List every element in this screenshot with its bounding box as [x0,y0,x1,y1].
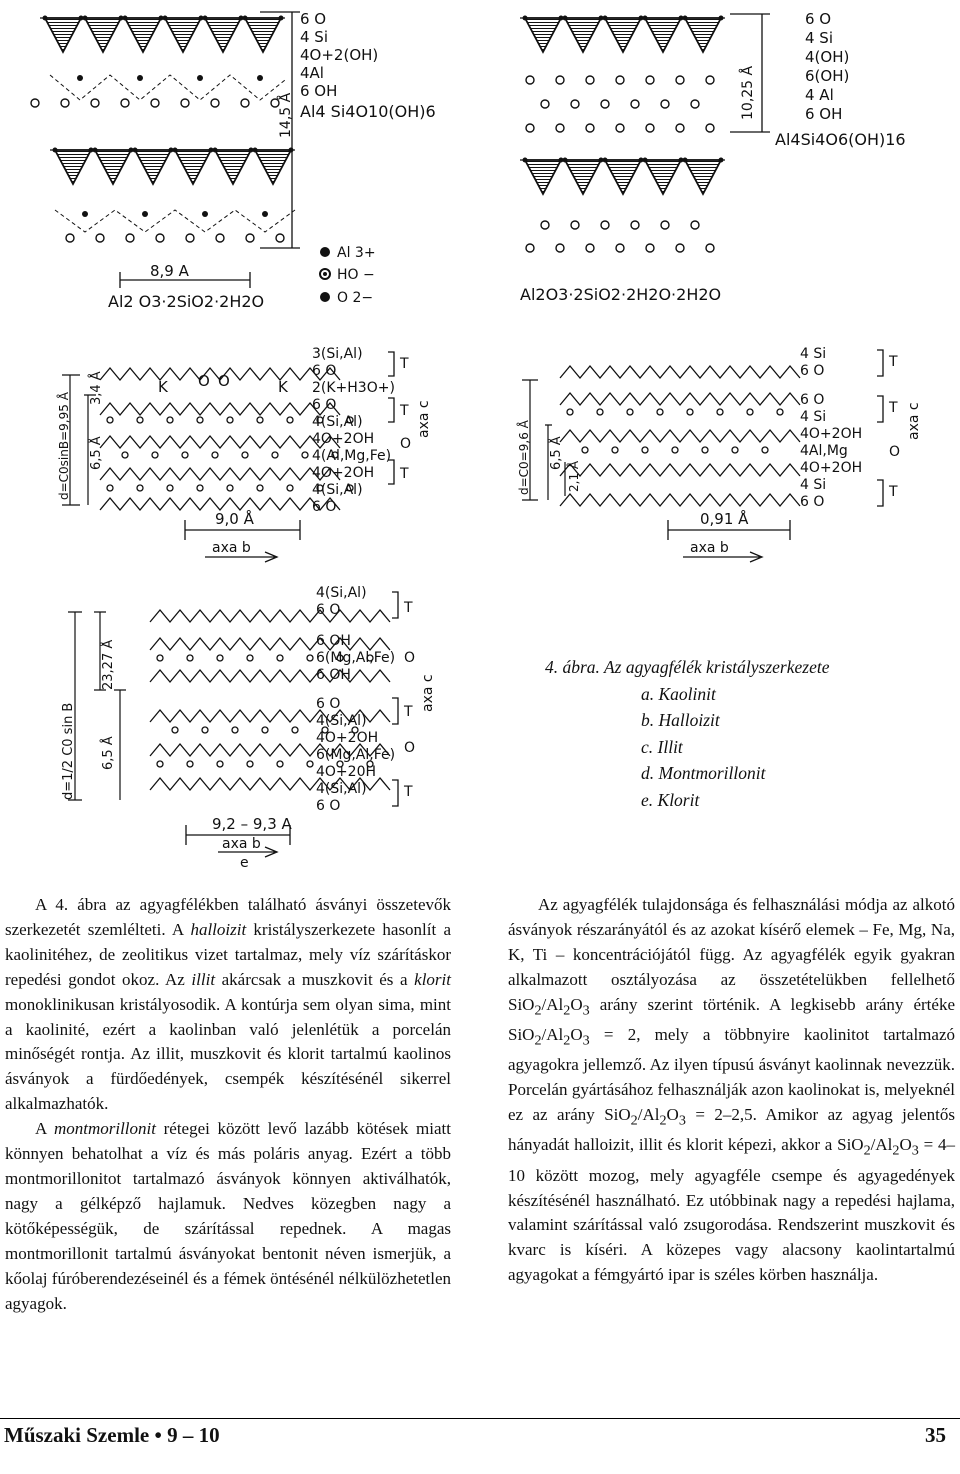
subscript: 2 [563,1002,571,1019]
montmorillonite-dim-23: 23,27 Å [101,639,116,690]
kaolinite-layer-5: 6 OH [300,82,338,100]
kaolinite-height: 14,5 Å [278,92,294,138]
text-run: O [666,1105,679,1125]
caption-item-c: c. Illit [641,736,683,757]
illite-width: 9,0 Å [215,510,254,528]
illite-layer-3: 2(K+H3O+) [312,380,395,396]
subscript: 3 [911,1142,919,1159]
montmorillonite-layer-2: 6 O [316,602,341,618]
illite-diagram [56,346,432,562]
term-halloizit: halloizit [190,919,247,939]
term-illit: illit [191,969,216,989]
illite-dim-65: 6,5 Å [89,436,104,470]
text-run: A 4. ábra az agyagfélékben található ásványi összetevők szerkezetét szemlélteti. A [5,895,451,939]
term-montmorillonit: montmorillonit [53,1119,156,1139]
montmorillonite-width: 9,2 – 9,3 A [212,815,292,833]
illite-layer-8: 4O+2OH [312,465,375,481]
page-number: 35 [925,1423,946,1447]
right-paragraph [508,893,955,1288]
montmorillonite-dim-d: d=1/2 C0 sin B [61,702,76,800]
kaolinite-layer-2: 4 Si [300,28,329,46]
subscript: 3 [678,1112,686,1129]
illite-layer-7: 4(Al,Mg,Fe) [312,448,392,464]
subscript: 2 [659,1112,667,1129]
chlorite-dim-65: 6,5 Å [549,436,564,470]
text-run: O [899,1135,912,1155]
legend-al: Al 3+ [337,245,376,261]
journal-name: Műszaki Szemle • 9 – 10 [4,1423,220,1447]
caption-list [545,681,945,814]
figure-caption [545,654,945,813]
caption-title: 4. ábra. Az agyagfélék kristályszerkezete [545,657,830,677]
kaolinite-width: 8,9 A [150,262,189,280]
kaolinite-layer-4: 4Al [300,64,324,82]
caption-item-e: e. Klorit [641,789,700,810]
illite-ion-2: O [198,372,210,390]
text-run: /Al [870,1135,893,1155]
text-run: /Al [541,994,564,1014]
illite-ion-1: K [158,378,168,396]
montmorillonite-layer-10: 4O+20H [316,764,376,780]
montmorillonite-layer-1: 4(Si,Al) [316,585,367,601]
subscript: 2 [863,1142,871,1159]
subscript: 2 [563,1032,571,1049]
montmorillonite-axis-c: axa c [420,674,436,712]
kaolinite-formula: Al2 O3·2SiO2·2H2O [108,292,265,311]
illite-layer-2: 6 O [312,363,337,379]
montmorillonite-axis-b: axa b [222,836,261,852]
left-paragraph-1 [5,893,451,1117]
montmorillonite-layer-3: 6 OH [316,633,351,649]
page-footer [0,1418,960,1447]
subscript: 2 [534,1032,542,1049]
text-run: monoklinikusan kristályosodik. A kontúrja sem olyan sima, mint a kaolinité, ezért a kaolinban való jelenlétük a porcelán minőségét rontja. Az illit, muszkovit és klorit tartalmú kaolinos ásványok a fürdőedények, csempék készítésénél sikerrel alkalmazhatók. [5,994,451,1114]
illite-layer-10: 6 O [312,499,337,515]
left-paragraph-2 [5,1117,451,1316]
illite-marker-3: O [400,436,412,452]
subscript: 2 [892,1142,900,1159]
kaolinite-tetra-row-1 [31,16,285,108]
subscript: 3 [582,1002,590,1019]
montmorillonite-diagram [61,585,436,870]
illite-marker-2: T [400,403,409,419]
illite-layer-6: 4O+2OH [312,431,375,447]
kaolinite-layer-1: 6 O [300,10,327,28]
illite-axis-c: axa c [416,400,432,438]
chlorite-layer-1: 4 Si [800,346,827,362]
montmorillonite-dim-65: 6,5 Å [101,736,116,770]
montmorillonite-layer-5: 6 OH [316,667,351,683]
montmorillonite-layer-12: 6 O [316,798,341,814]
caption-item-b: b. Halloizit [641,710,720,730]
illite-ion-3: O [218,372,230,390]
chlorite-marker-3: O [889,444,901,460]
ion-legend [320,245,376,306]
chlorite-layer-5: 4O+2OH [800,426,863,442]
montmorillonite-layer-7: 4(Si,Al) [316,713,367,729]
halloysite-formula-unit: Al4Si4O6(OH)16 [775,130,906,149]
chlorite-axis-c: axa c [906,402,922,440]
kaolinite-tetra-row-2 [50,148,295,243]
montmorillonite-marker-3: T [404,704,413,720]
montmorillonite-marker-4: O [404,740,416,756]
text-run: rétegei között levő lazább kötések miatt könnyen behatolhat a víz és más poláris anyag. Ezért a több montmorillonitot tartalmazó ásványok könnyen aktiválhatók, nagy a gélképző hajlamuk. Nedves közegben nagy a kötőképességük, de szárítással repednek. A magas montmorillonit tartalmú ásványokat bentonit néven ismerjük, a kőolaj fúróberendezéseinél és a fémek öntésénél nélkülözhetetlen agyagok. [5,1119,451,1313]
chlorite-dim-21: 2,1 Å [567,460,581,492]
halloysite-diagram [520,10,906,304]
legend-o: O 2− [337,290,374,306]
caption-item-d: d. Montmorillonit [641,763,766,783]
chlorite-layer-9: 6 O [800,494,825,510]
kaolinite-diagram [31,10,436,311]
text-run: Az agyagfélék tulajdonsága és felhasználási módja az alkotó ásványok részarányától és az azokat kísérő elemek – Fe, Mg, Na, K, Ti – koncentrációjától függ. Az agyagfélék egyik gyakran alkalmazott osztályozása az összetételükben fellelhető SiO [508,895,955,1014]
illite-layer-4: 6 O [312,397,337,413]
chlorite-layer-8: 4 Si [800,477,827,493]
illite-dim-34: 3,4 Å [89,371,104,405]
illite-layer-1: 3(Si,Al) [312,346,363,362]
montmorillonite-marker-5: T [404,784,413,800]
chlorite-layer-4: 4 Si [800,409,827,425]
illite-marker-1: T [400,356,409,372]
chlorite-layer-3: 6 O [800,392,825,408]
chlorite-marker-4: T [889,484,898,500]
halloysite-layer-6: 6 OH [805,105,843,123]
illite-dim-d: d=C0sinB=9,95 Å [57,392,71,500]
illite-layer-9: 4(Si,Al) [312,482,363,498]
subscript: 2 [630,1112,638,1129]
halloysite-formula: Al2O3·2SiO2·2H2O·2H2O [520,285,722,304]
halloysite-height: 10,25 Å [740,65,756,120]
caption-item-a: a. Kaolinit [641,683,716,704]
montmorillonite-layer-8: 4O+2OH [316,730,379,746]
halloysite-layer-5: 4 Al [805,86,834,104]
text-run: arány szerint történik. A legkisebb arány értéke SiO [508,994,955,1044]
montmorillonite-layer-6: 6 O [316,696,341,712]
text-run: = 4–10 között mozog, mely agyagféle csempe és agyagedények készítésénél használható. Ez utóbbinak nagy a repedési hajlama, valamint szárítással való zsugorodása. Rendszerint muszkovit és kvarc is kíséri. A közepes vagy alacsony kaolintartalmú agyagokat a fémgyártó ipar is széles körben használja. [508,1135,955,1285]
illite-marker-4: T [400,466,409,482]
text-run: = 2–2,5. Amikor az agyag jelentős hányadát halloizit, illit és klorit képezi, akkor a SiO [508,1105,956,1155]
text-run: = 2, mely a többnyire kaolinitot tartalmazó agyagokra jellemző. Az ilyen típusú ásványt kaolinnak nevezzük. Porcelán gyártásához felhasználják azon kaolinokat is, melyeknél ez az arány SiO [508,1024,955,1125]
halloysite-layer-4: 6(OH) [805,67,850,85]
halloysite-tetra-row-2 [520,158,725,253]
halloysite-layer-2: 4 Si [805,29,834,47]
legend-ho: HO − [337,267,375,283]
kaolinite-layer-3: 4O+2(OH) [300,46,379,64]
subscript: 2 [534,1002,542,1019]
left-column [5,893,451,1316]
illite-layer-5: 4(Si,Al) [312,414,363,430]
text-run: A [35,1119,54,1139]
chlorite-marker-2: T [889,400,898,416]
subscript: 3 [582,1032,590,1049]
right-column [508,893,955,1288]
montmorillonite-layer-4: 6(Mg,Al,Fe) [316,650,396,666]
halloysite-layer-3: 4(OH) [805,48,850,66]
chlorite-layer-2: 6 O [800,363,825,379]
illite-axis-b: axa b [212,540,251,556]
halloysite-layer-1: 6 O [805,10,832,28]
text-run: O [570,1024,583,1044]
text-run: O [570,994,583,1014]
montmorillonite-layer-9: 6(Mg,Al,Fe) [316,747,396,763]
chlorite-diagram [516,346,922,562]
text-run: kristályszerkezete hasonlít a kaolinitéhez, de zeolitikus vizet tartalmaz, mely víz szárításkor repedési gondot okoz. Az [5,919,451,989]
chlorite-layer-7: 4O+2OH [800,460,863,476]
halloysite-tetra-row-1 [520,16,725,133]
montmorillonite-marker-2: O [404,650,416,666]
montmorillonite-layer-11: 4(Si,Al) [316,781,367,797]
text-run: /Al [541,1024,564,1044]
chlorite-axis-b: axa b [690,540,729,556]
chlorite-marker-1: T [889,354,898,370]
term-klorit: klorit [414,969,451,989]
text-run: /Al [637,1105,660,1125]
illite-ion-4: K [278,378,288,396]
text-run: akárcsak a muszkovit és a [215,969,415,989]
chlorite-dim-d: d=C0=9,6 Å [517,420,531,495]
montmorillonite-marker-1: T [404,600,413,616]
chlorite-layer-6: 4Al,Mg [800,443,848,459]
chlorite-width: 0,91 Å [700,510,749,528]
kaolinite-formula-unit: Al4 Si4O10(OH)6 [300,102,436,121]
montmorillonite-tag: e [240,855,249,870]
